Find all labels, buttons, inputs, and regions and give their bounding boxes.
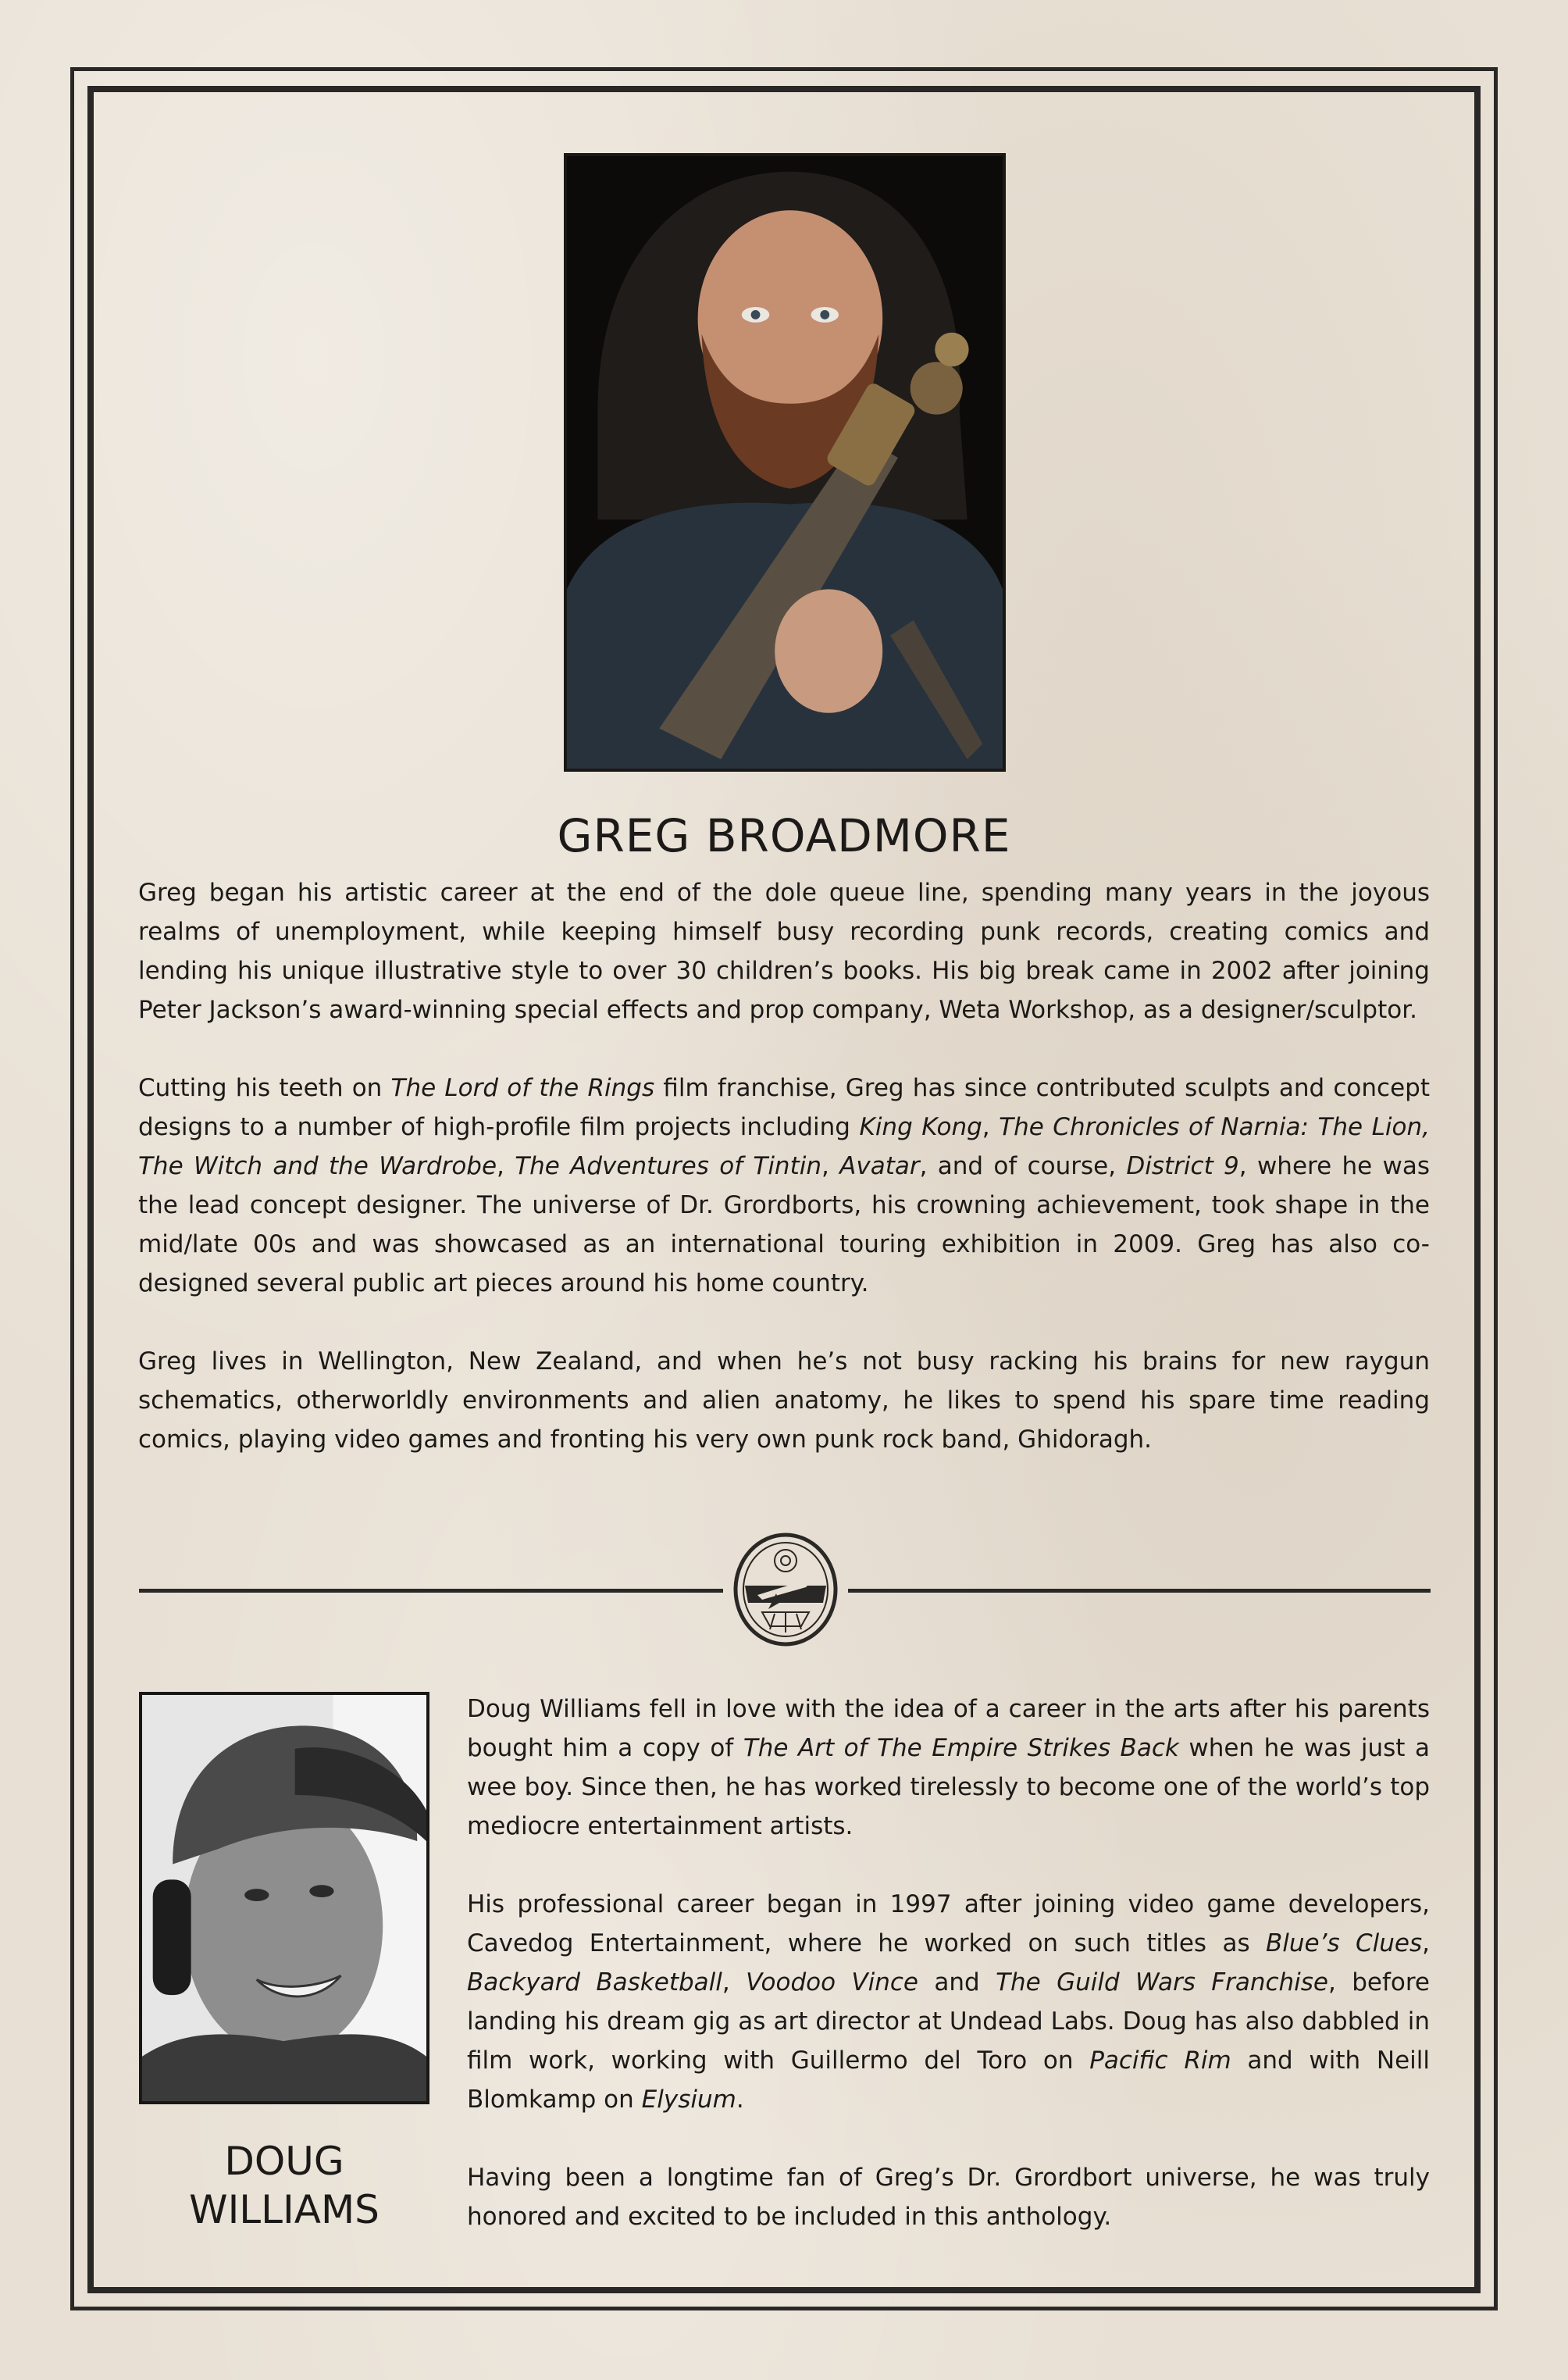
doug-portrait-illustration	[142, 1695, 426, 2101]
greg-portrait-illustration	[567, 156, 1003, 769]
doug-name-heading: DOUG WILLIAMS	[189, 2139, 380, 2232]
section-divider-left	[139, 1589, 723, 1593]
greg-bio-paragraph-2: Cutting his teeth on The Lord of the Rings film franchise, Greg has since contributed sculpts and concept designs to a number of high-profile film projects including King Kong, The Chronicles of Narnia: The Lion, The Witch and the Wardrobe, The Adventures of Tintin, Avatar, and of course, District 9, where he was the lead concept designer. The universe of Dr. Grordborts, his crowning achievement, took shape in the mid/late 00s and was showcased as an international touring exhibition in 2009. Greg has also co-designed several public art pieces around his home country.	[138, 1074, 1430, 1297]
section-divider-right	[848, 1589, 1431, 1593]
doug-bio	[467, 1690, 1430, 2236]
greg-broadmore-photo	[564, 153, 1006, 772]
greg-name-heading: GREG BROADMORE	[557, 809, 1011, 862]
greg-bio	[138, 873, 1430, 1459]
rocket-emblem-icon	[731, 1531, 840, 1648]
doug-bio-paragraph-1: Doug Williams fell in love with the idea of a career in the arts after his parents bought him a copy of The Art of The Empire Strikes Back when he was just a wee boy. Since then, he has worked tirelessly to become one of the world’s top mediocre entertainment artists.	[467, 1695, 1430, 1840]
doug-bio-paragraph-2: His professional career began in 1997 after joining video game developers, Cavedog Entertainment, where he worked on such titles as Blue’s Clues, Backyard Basketball, Voodoo Vince and The Guild Wars Franchise, before landing his dream gig as art director at Undead Labs. Doug has also dabbled in film work, working with Guillermo del Toro on Pacific Rim and with Neill Blomkamp on Elysium.	[467, 1890, 1431, 2114]
doug-bio-paragraph-3: Having been a longtime fan of Greg’s Dr. Grordbort universe, he was truly honored and excited to be included in this anthology.	[467, 2164, 1430, 2231]
greg-bio-paragraph-3: Greg lives in Wellington, New Zealand, and when he’s not busy racking his brains for new raygun schematics, otherworldly environments and alien anatomy, he likes to spend his spare time reading comics, playing video games and fronting his very own punk rock band, Ghidoragh.	[138, 1347, 1430, 1454]
doug-williams-photo	[139, 1692, 429, 2104]
greg-bio-paragraph-1: Greg began his artistic career at the end of the dole queue line, spending many years in the joyous realms of unemployment, while keeping himself busy recording punk records, creating comics and lending his unique illustrative style to over 30 children’s books. His big break came in 2002 after joining Peter Jackson’s award-winning special effects and prop company, Weta Workshop, as a designer/sculptor.	[138, 879, 1430, 1024]
